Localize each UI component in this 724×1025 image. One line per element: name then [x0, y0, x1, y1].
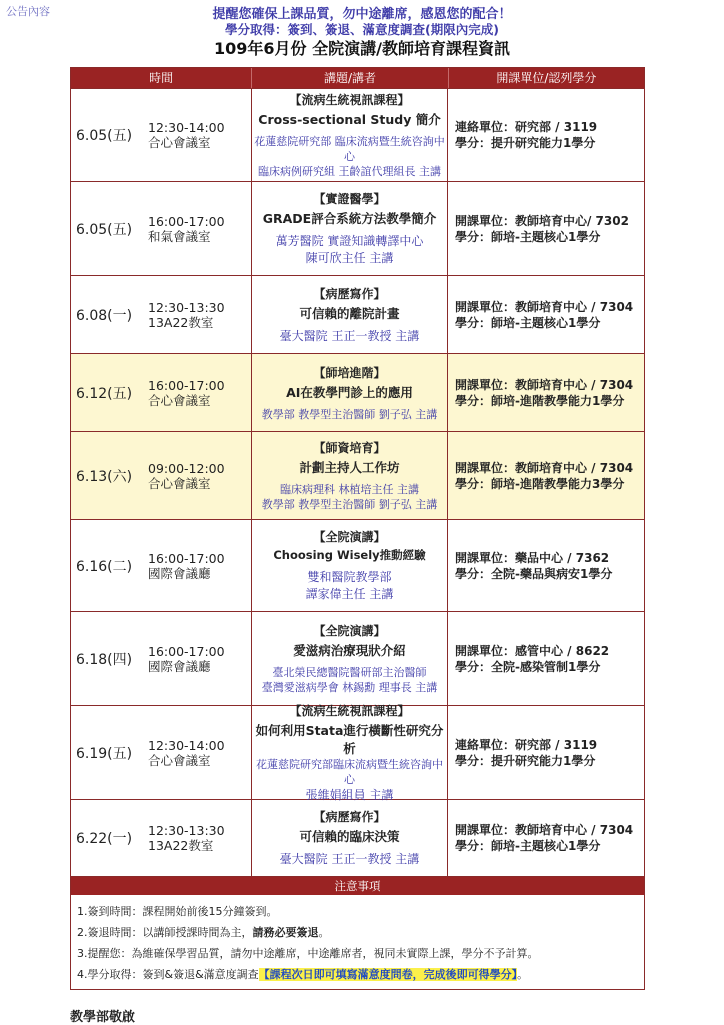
- session-category: 【實證醫學】: [313, 192, 386, 206]
- session-speaker: 臺大醫院 王正一教授 主講: [279, 328, 420, 343]
- unit-cell: [448, 182, 644, 275]
- time-cell: [71, 354, 252, 431]
- table-row: [71, 88, 644, 181]
- session-speaker: 雙和醫院教學部: [307, 570, 392, 584]
- page-title: 109年6月份 全院演講/教師培育課程資訊: [214, 39, 510, 58]
- session-topic: 可信賴的臨床決策: [299, 829, 400, 844]
- session-date: 6.16(二): [76, 558, 133, 575]
- time-cell: [71, 276, 252, 353]
- unit-cell: [448, 432, 644, 519]
- session-speaker: 臨床病例研究組 王齡誼代理組長 主講: [258, 165, 441, 178]
- session-room: 國際會議廳: [148, 658, 211, 674]
- session-unit: 開課單位：教師培育中心 / 7304: [455, 823, 634, 837]
- session-room: 國際會議廳: [148, 565, 211, 581]
- table-row: [71, 431, 644, 519]
- session-time: 09:00-12:00: [148, 460, 225, 476]
- session-speaker: 臺灣愛滋病學會 林錫勳 理事長 主講: [261, 681, 438, 694]
- topic-cell: [252, 800, 448, 876]
- session-credit: 學分：師培-主題核心1學分: [455, 839, 601, 853]
- unit-cell: [448, 276, 644, 353]
- topic-cell: [252, 432, 448, 519]
- session-topic: 計劃主持人工作坊: [299, 460, 400, 475]
- time-cell: [71, 520, 252, 611]
- time-cell: [71, 706, 252, 799]
- time-cell: [71, 182, 252, 275]
- table-row: [71, 611, 644, 705]
- unit-cell: [448, 354, 644, 431]
- session-topic: 如何利用Stata進行橫斷性研究分析: [255, 722, 444, 756]
- session-credit: 學分：提升研究能力1學分: [455, 136, 596, 150]
- session-topic: Choosing Wisely推動經驗: [273, 548, 426, 562]
- session-topic: 愛滋病治療現狀介紹: [293, 643, 406, 658]
- session-category: 【病歷寫作】: [313, 810, 386, 824]
- unit-cell: [448, 89, 644, 181]
- unit-cell: [448, 520, 644, 611]
- table-row: [71, 353, 644, 431]
- table-row: [71, 275, 644, 353]
- session-date: 6.13(六): [76, 468, 133, 485]
- session-time: 16:00-17:00: [148, 377, 225, 393]
- session-category: 【流病生統視訊課程】: [289, 703, 410, 718]
- table-row: [71, 799, 644, 876]
- session-room: 和氣會議室: [148, 228, 211, 244]
- topic-cell: [252, 612, 448, 705]
- session-date: 6.12(五): [76, 385, 133, 402]
- announcement-tag: 公告內容: [6, 5, 50, 18]
- session-time: 12:30-13:30: [148, 823, 225, 838]
- session-speaker: 教學部 教學型主治醫師 劉子弘 主講: [261, 498, 438, 511]
- session-time: 12:30-14:00: [148, 120, 225, 135]
- note-item: [77, 964, 638, 985]
- notes-header: 注意事項: [71, 876, 644, 895]
- note-item: 3.提醒您：為維確保學習品質，請勿中途離席，中途離席者，視同未實際上課，學分不予計算。: [77, 947, 539, 960]
- session-speaker: 教學部 教學型主治醫師 劉子弘 主講: [261, 407, 438, 421]
- session-unit: 開課單位：教師培育中心 / 7304: [455, 299, 634, 314]
- session-speaker: 譚家偉主任 主講: [305, 587, 394, 601]
- note-item: [77, 922, 638, 943]
- notice-line-1: 提醒您確保上課品質，勿中途離席，感恩您的配合！: [212, 7, 512, 22]
- session-unit: 連絡單位：研究部 / 3119: [455, 737, 598, 752]
- topic-cell: [252, 182, 448, 275]
- topic-cell: [252, 520, 448, 611]
- session-room: 合心會議室: [148, 392, 211, 408]
- session-room: 13A22教室: [148, 838, 214, 853]
- session-time: 12:30-14:00: [148, 737, 225, 753]
- session-topic: 可信賴的離院計畫: [299, 305, 400, 321]
- time-cell: [71, 612, 252, 705]
- session-credit: 學分：全院-感染管制1學分: [455, 659, 601, 674]
- col-header-unit: 開課單位/認列學分: [496, 71, 597, 85]
- session-credit: 學分：師培-主題核心1學分: [455, 229, 601, 244]
- session-date: 6.22(一): [76, 831, 133, 847]
- session-category: 【全院演講】: [313, 624, 386, 638]
- session-date: 6.19(五): [76, 745, 133, 762]
- session-date: 6.18(四): [76, 651, 133, 668]
- session-category: 【流病生統視訊課程】: [289, 93, 410, 107]
- note-end: 。: [318, 926, 330, 939]
- session-time: 16:00-17:00: [148, 643, 225, 659]
- table-header: [71, 68, 644, 88]
- session-room: 13A22教室: [148, 314, 214, 330]
- session-unit: 開課單位：教師培育中心/ 7302: [455, 213, 629, 228]
- session-date: 6.08(一): [76, 307, 133, 324]
- unit-cell: [448, 612, 644, 705]
- time-cell: [71, 432, 252, 519]
- table-row: [71, 181, 644, 275]
- session-credit: 學分：師培-進階教學能力1學分: [455, 393, 625, 408]
- session-credit: 學分：提升研究能力1學分: [455, 753, 596, 768]
- session-date: 6.05(五): [76, 128, 133, 144]
- session-credit: 學分：師培-主題核心1學分: [455, 315, 601, 330]
- time-cell: [71, 800, 252, 876]
- notice-line-2: 學分取得：簽到、簽退、滿意度調查(期限內完成): [225, 22, 499, 37]
- topic-cell: [252, 89, 448, 181]
- session-speaker: 臨床病理科 林植培主任 主講: [280, 483, 419, 496]
- session-unit: 連絡單位：研究部 / 3119: [455, 120, 598, 134]
- session-topic: Cross-sectional Study 簡介: [258, 112, 441, 127]
- session-room: 合心會議室: [148, 752, 211, 768]
- unit-cell: [448, 800, 644, 876]
- table-row: [71, 519, 644, 611]
- session-category: 【病歷寫作】: [313, 286, 386, 301]
- time-cell: [71, 89, 252, 181]
- session-credit: 學分：師培-進階教學能力3學分: [455, 476, 625, 491]
- session-speaker: 臺大醫院 王正一教授 主講: [279, 852, 420, 866]
- session-date: 6.05(五): [76, 221, 133, 238]
- session-speaker: 臺北榮民總醫院醫研部主治醫師: [272, 666, 427, 679]
- note-highlight: 【課程次日即可填寫滿意度問卷，完成後即可得學分】: [258, 968, 518, 981]
- col-header-time: 時間: [71, 68, 252, 88]
- note-end: 。: [517, 968, 529, 981]
- unit-cell: [448, 706, 644, 799]
- session-speaker: 陳可欣主任 主講: [305, 251, 394, 265]
- signature: 教學部敬啟: [70, 1010, 136, 1025]
- table-row: [71, 703, 644, 802]
- session-time: 12:30-13:30: [148, 299, 225, 315]
- session-room: 合心會議室: [148, 135, 211, 150]
- col-header-topic: 講題/講者: [252, 68, 448, 88]
- session-topic: GRADE評合系統方法教學簡介: [262, 211, 437, 226]
- session-unit: 開課單位：藥品中心 / 7362: [455, 550, 610, 565]
- session-category: 【全院演講】: [313, 530, 386, 544]
- topic-cell: [252, 354, 448, 431]
- note-item: 1.簽到時間：課程開始前後15分鐘簽到。: [77, 905, 278, 918]
- session-room: 合心會議室: [148, 475, 211, 491]
- session-time: 16:00-17:00: [148, 213, 225, 229]
- topic-cell: [252, 276, 448, 353]
- session-credit: 學分：全院-藥品與病安1學分: [455, 566, 613, 581]
- session-speaker: 花蓮慈院研究部 臨床流病暨生統咨詢中心: [254, 135, 445, 163]
- session-speaker: 張維娟組員 主講: [305, 787, 394, 802]
- topic-cell: [252, 703, 448, 802]
- session-category: 【師培進階】: [313, 365, 386, 380]
- session-topic: AI在教學門診上的應用: [286, 384, 413, 400]
- session-unit: 開課單位：教師培育中心 / 7304: [455, 460, 634, 475]
- session-unit: 開課單位：教師培育中心 / 7304: [455, 377, 634, 392]
- session-speaker: 花蓮慈院研究部臨床流病暨生統咨詢中心: [256, 757, 443, 786]
- session-time: 16:00-17:00: [148, 550, 225, 566]
- session-speaker: 萬芳醫院 實證知識轉譯中心: [275, 234, 424, 248]
- note-text: 4.學分取得：簽到&簽退&滿意度調查: [77, 968, 259, 981]
- schedule-table: [70, 67, 645, 990]
- note-text: 2.簽退時間：以講師授課時間為主，: [77, 926, 253, 939]
- session-unit: 開課單位：感管中心 / 8622: [455, 643, 610, 658]
- notes-list: [71, 895, 644, 989]
- session-category: 【師資培育】: [313, 441, 386, 455]
- note-bold: 請務必要簽退: [252, 926, 319, 939]
